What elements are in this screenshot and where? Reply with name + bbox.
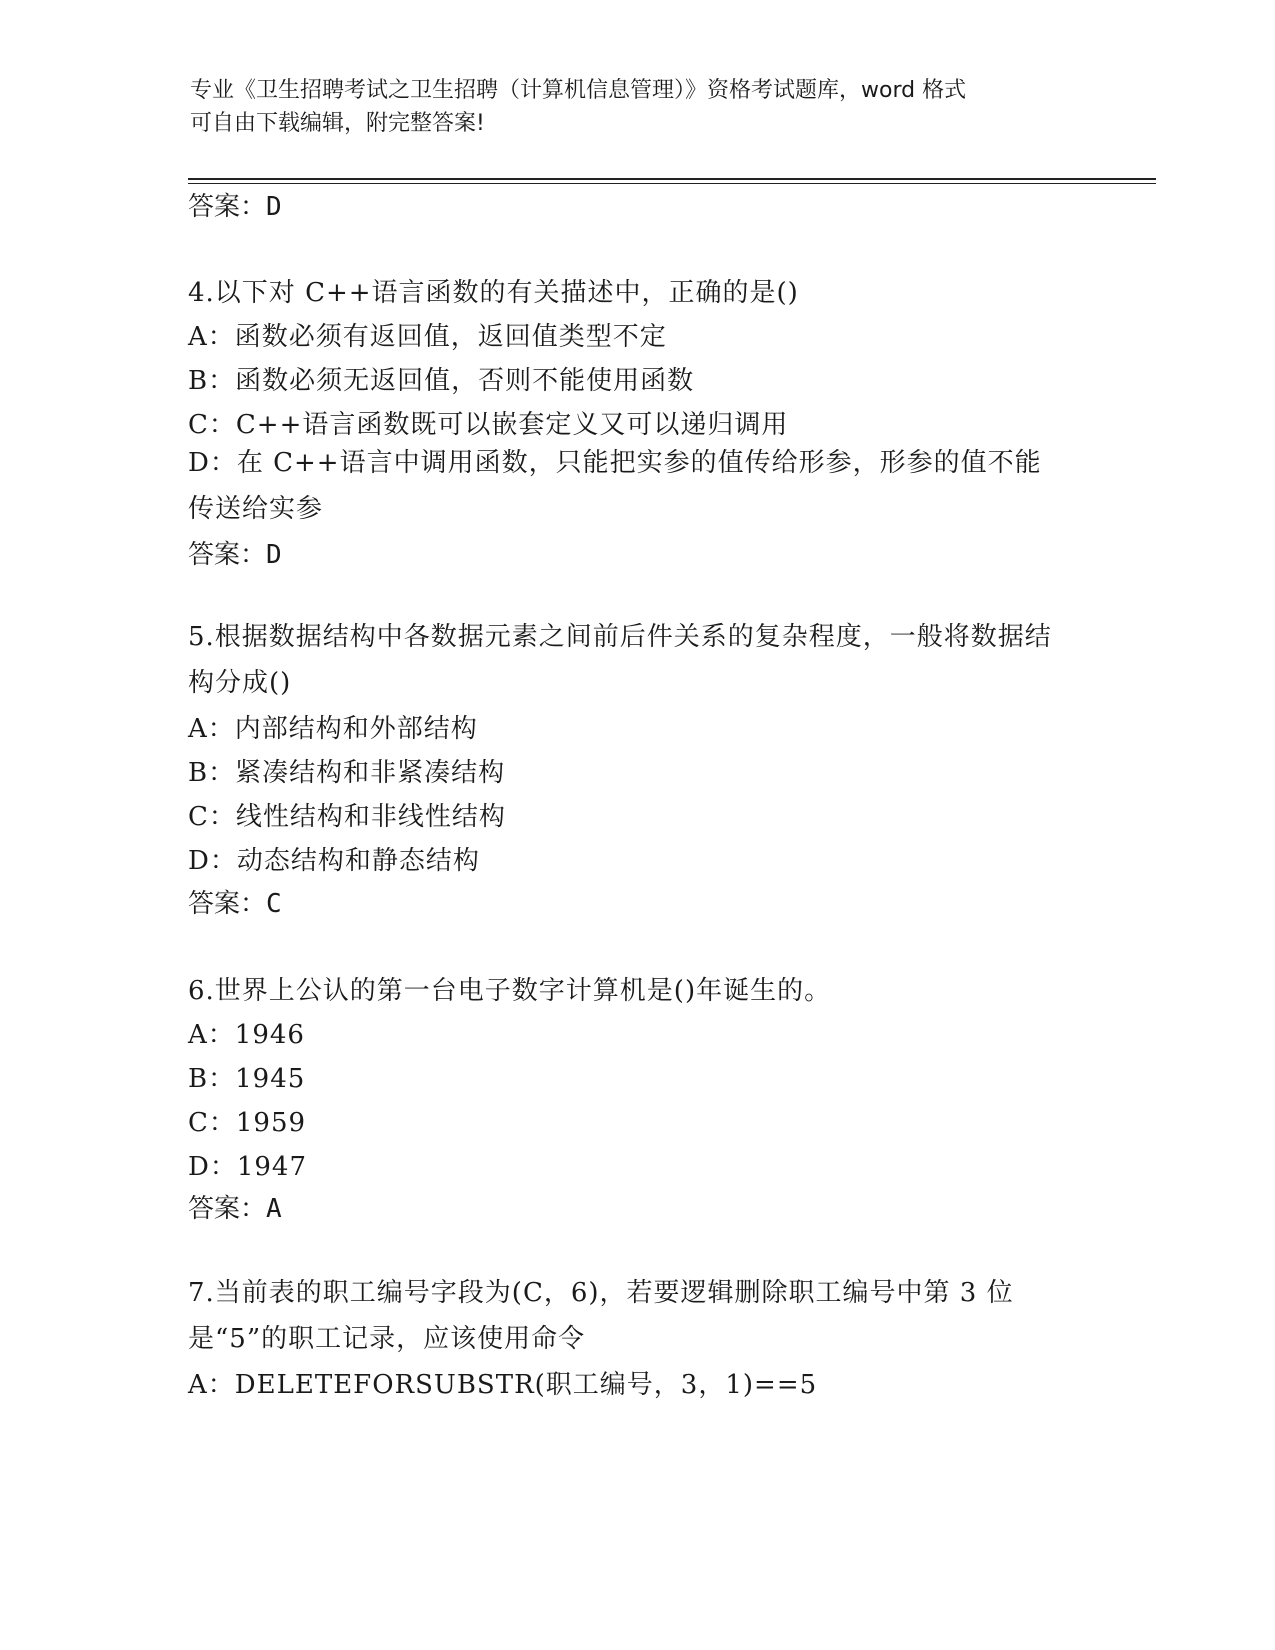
header-rule-thick bbox=[188, 178, 1156, 180]
document-header bbox=[190, 74, 1070, 140]
question-stem: 7.当前表的职工编号字段为(C，6)，若要逻辑删除职工编号中第 3 位是“5”的职工记录，应该使用命令 bbox=[188, 1278, 1014, 1354]
question-stem: 4.以下对 C++语言函数的有关描述中，正确的是() bbox=[188, 278, 799, 308]
answer-line bbox=[188, 186, 282, 223]
answer-value: C bbox=[266, 889, 282, 919]
option-d: D：动态结构和静态结构 bbox=[188, 846, 480, 876]
option-d: D：1947 bbox=[188, 1152, 308, 1182]
header-rule-thin bbox=[188, 183, 1156, 184]
answer-line bbox=[188, 534, 282, 571]
header-line-1: 专业《卫生招聘考试之卫生招聘（计算机信息管理）》资格考试题库，word 格式 bbox=[190, 78, 967, 103]
option-c: C：线性结构和非线性结构 bbox=[188, 802, 506, 832]
header-line-2: 可自由下载编辑，附完整答案! bbox=[190, 111, 485, 136]
answer-line bbox=[188, 883, 282, 920]
answer-label: 答案： bbox=[188, 192, 267, 222]
answer-value: D bbox=[266, 540, 282, 570]
answer-label: 答案： bbox=[188, 889, 267, 919]
option-c: C：1959 bbox=[188, 1108, 307, 1138]
option-a: A：函数必须有返回值，返回值类型不定 bbox=[188, 322, 667, 352]
option-c: C：C++语言函数既可以嵌套定义又可以递归调用 bbox=[188, 410, 789, 440]
option-a: A：内部结构和外部结构 bbox=[188, 714, 478, 744]
question-stem: 6.世界上公认的第一台电子数字计算机是()年诞生的。 bbox=[188, 976, 832, 1006]
option-b: B：函数必须无返回值，否则不能使用函数 bbox=[188, 366, 695, 396]
option-d: D：在 C++语言中调用函数，只能把实参的值传给形参，形参的值不能传送给实参 bbox=[188, 448, 1042, 524]
option-b: B：紧凑结构和非紧凑结构 bbox=[188, 758, 506, 788]
answer-label: 答案： bbox=[188, 540, 267, 570]
option-a: A：DELETEFORSUBSTR(职工编号，3，1)==5 bbox=[188, 1370, 818, 1400]
option-b: B：1945 bbox=[188, 1064, 306, 1094]
answer-value: A bbox=[266, 1194, 282, 1224]
question-stem: 5.根据数据结构中各数据元素之间前后件关系的复杂程度，一般将数据结构分成() bbox=[188, 622, 1052, 698]
answer-label: 答案： bbox=[188, 1194, 267, 1224]
option-a: A：1946 bbox=[188, 1020, 305, 1050]
answer-value: D bbox=[266, 192, 282, 222]
answer-line bbox=[188, 1188, 282, 1225]
